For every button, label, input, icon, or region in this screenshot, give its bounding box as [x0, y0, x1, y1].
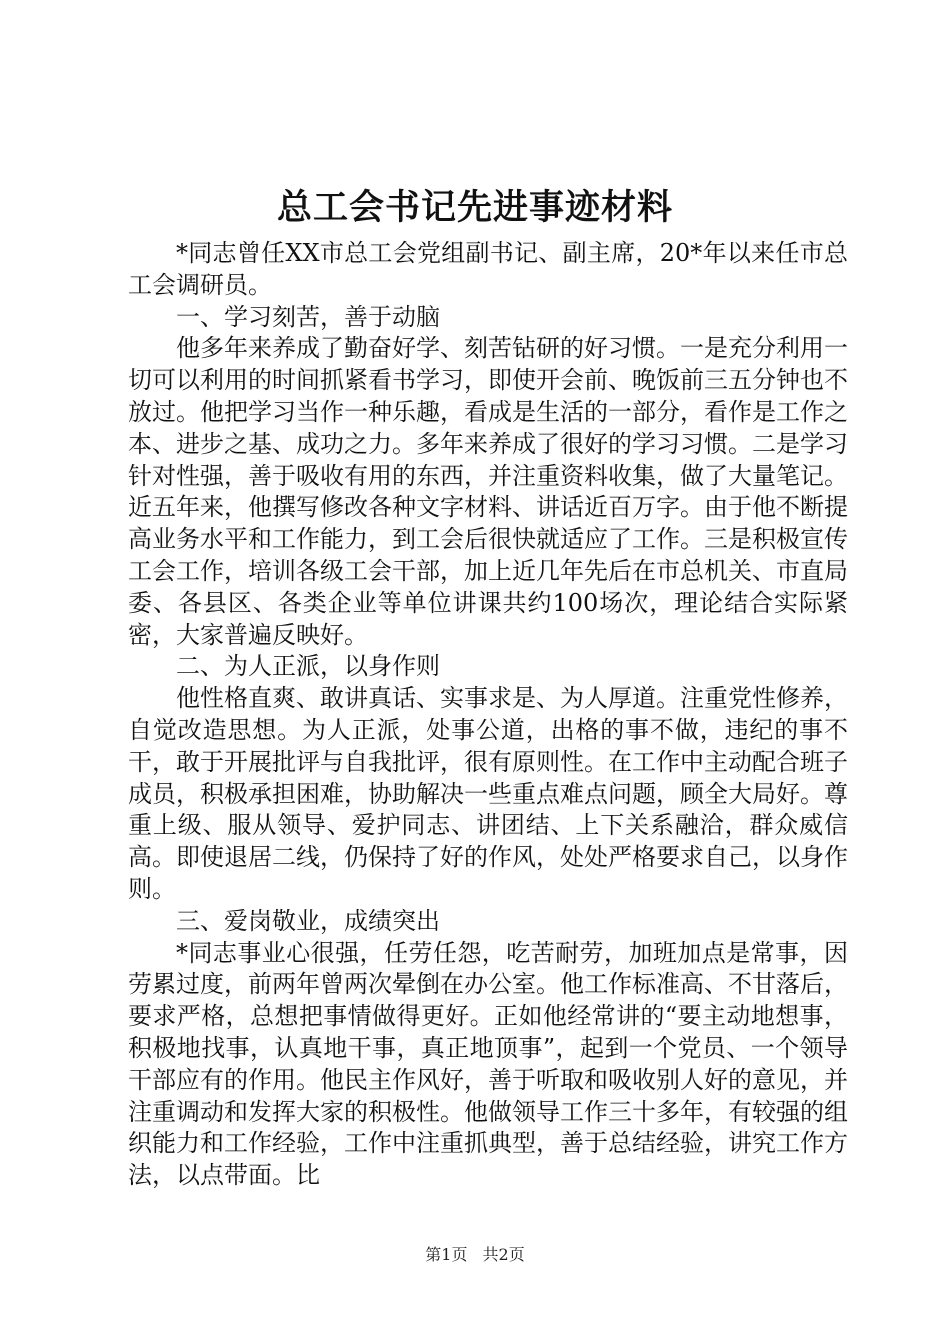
section-heading-1: 一、学习刻苦，善于动脑: [176, 302, 440, 331]
section-2-paragraph: 他性格直爽、敢讲真话、实事求是、为人厚道。注重党性修养，自觉改造思想。为人正派，处事公道，出格的事不做，违纪的事不干，敢于开展批评与自我批评，很有原则性。在工作中主动配合班子成员，积极承担困难，协助解决一些重点难点问题，顾全大局好。尊重上级、服从领导、爱护同志、讲团结、上下关系融洽，群众威信高。即使退居二线，仍保持了好的作风，处处严格要求自己，以身作则。: [128, 684, 848, 903]
page-number: 第1页: [425, 1245, 468, 1264]
document-title: 总工会书记先进事迹材料: [276, 187, 673, 228]
document-body: [128, 238, 848, 1192]
section-1-paragraph: 他多年来养成了勤奋好学、刻苦钻研的好习惯。一是充分利用一切可以利用的时间抓紧看书学习，即使开会前、晚饭前三五分钟也不放过。他把学习当作一种乐趣，看成是生活的一部分，看作是工作之本、进步之基、成功之力。多年来养成了很好的学习习惯。二是学习针对性强，善于吸收有用的东西，并注重资料收集，做了大量笔记。近五年来，他撰写修改各种文字材料、讲话近百万字。由于他不断提高业务水平和工作能力，到工会后很快就适应了工作。三是积极宣传工会工作，培训各级工会干部，加上近几年先后在市总机关、市直局委、各县区、各类企业等单位讲课共约100场次，理论结合实际紧密，大家普遍反映好。: [128, 334, 848, 649]
page-footer: [0, 1240, 950, 1270]
page-total: 共2页: [482, 1245, 525, 1264]
intro-paragraph: *同志曾任XX市总工会党组副书记、副主席，20*年以来任市总工会调研员。: [128, 239, 848, 299]
section-3-paragraph: *同志事业心很强，任劳任怨，吃苦耐劳，加班加点是常事，因劳累过度，前两年曾两次晕倒在办公室。他工作标准高、不甘落后，要求严格，总想把事情做得更好。正如他经常讲的“要主动地想事，积极地找事，认真地干事，真正地顶事”，起到一个党员、一个领导干部应有的作用。他民主作风好，善于听取和吸收别人好的意见，并注重调动和发挥大家的积极性。他做领导工作三十多年，有较强的组织能力和工作经验，工作中注重抓典型，善于总结经验，讲究工作方法，以点带面。比: [128, 938, 848, 1190]
section-heading-3: 三、爱岗敬业，成绩突出: [176, 906, 440, 935]
section-heading-2: 二、为人正派，以身作则: [176, 652, 440, 681]
